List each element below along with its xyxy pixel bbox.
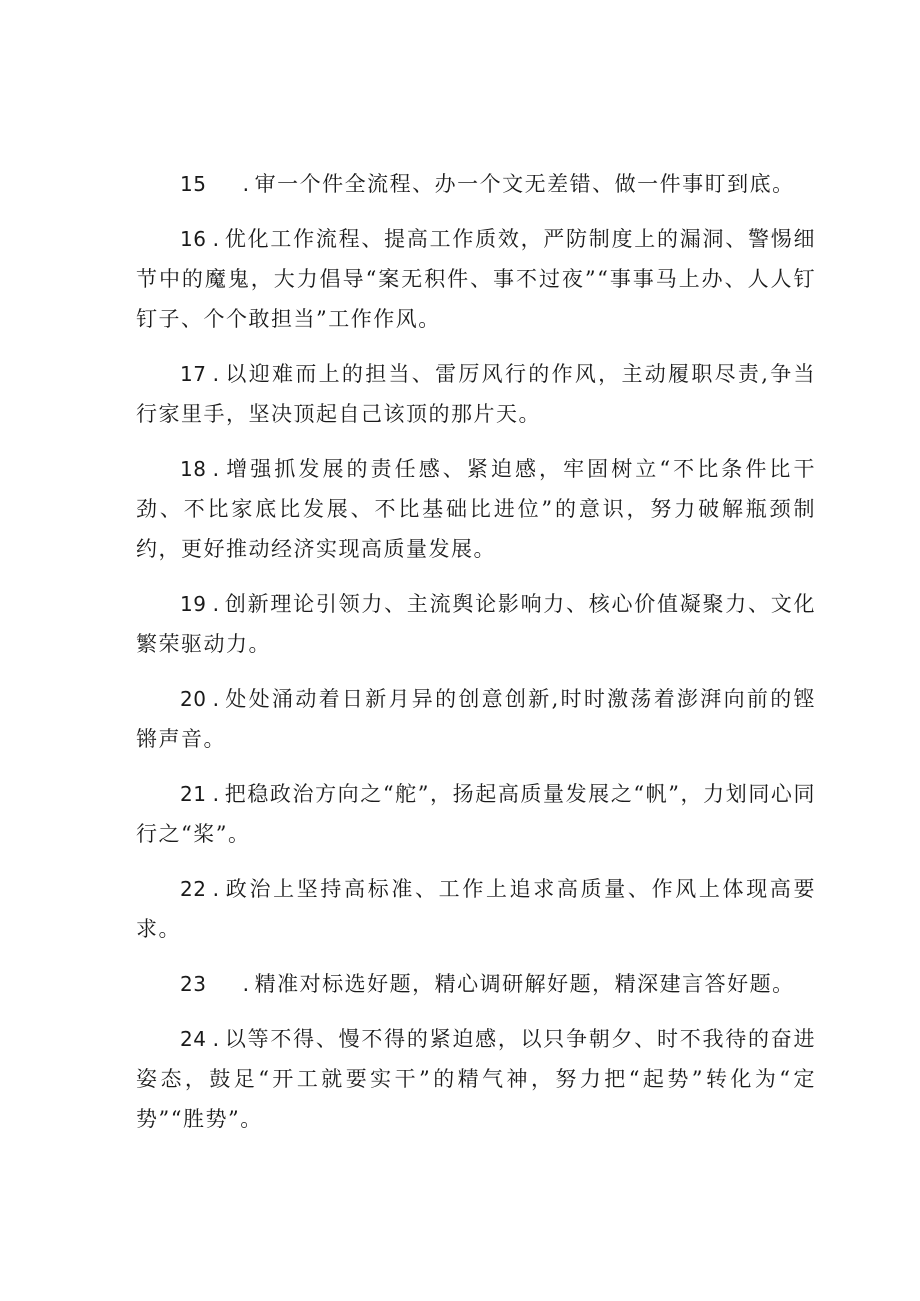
- item-text: 以等不得、慢不得的紧迫感，以只争朝夕、时不我待的奋进姿态，鼓足“开工就要实干”的精气神，努力把“起势”转化为“定势”“胜势”。: [136, 1027, 816, 1131]
- item-separator: .: [212, 227, 221, 251]
- item-text: 把稳政治方向之“舵”，扬起高质量发展之“帆”，力划同心同行之“桨”。: [136, 782, 816, 846]
- item-number: 20: [180, 687, 207, 711]
- list-item-20: [136, 679, 816, 759]
- list-item-18: [136, 449, 816, 569]
- item-number: 18: [180, 457, 207, 481]
- item-number: 24: [180, 1027, 207, 1051]
- item-text: 创新理论引领力、主流舆论影响力、核心价值凝聚力、文化繁荣驱动力。: [136, 592, 816, 656]
- item-text: 处处涌动着日新月异的创意创新,时时激荡着澎湃向前的铿锵声音。: [136, 687, 816, 751]
- item-number: 16: [180, 227, 207, 251]
- item-text: 政治上坚持高标准、工作上追求高质量、作风上体现高要求。: [136, 877, 816, 941]
- item-text: 以迎难而上的担当、雷厉风行的作风，主动履职尽责,争当行家里手，坚决顶起自己该顶的那片天。: [136, 362, 816, 426]
- item-separator: .: [212, 592, 221, 616]
- item-number: 23: [180, 972, 207, 996]
- item-number: 22: [180, 877, 207, 901]
- item-number: 17: [180, 362, 207, 386]
- document-body: [136, 164, 816, 1154]
- list-item-21: [136, 774, 816, 854]
- list-item-17: [136, 354, 816, 434]
- list-item-22: [136, 869, 816, 949]
- item-separator: .: [212, 877, 221, 901]
- item-separator: .: [212, 362, 221, 386]
- item-separator: .: [212, 1027, 221, 1051]
- item-text: 优化工作流程、提高工作质效，严防制度上的漏洞、警惕细节中的魔鬼，大力倡导“案无积件、事不过夜”“事事马上办、人人钉钉子、个个敢担当”工作作风。: [136, 227, 816, 331]
- item-text: 精准对标选好题，精心调研解好题，精深建言答好题。: [254, 972, 795, 996]
- item-number: 15: [180, 172, 207, 196]
- item-text: 增强抓发展的责任感、紧迫感，牢固树立“不比条件比干劲、不比家底比发展、不比基础比进位”的意识，努力破解瓶颈制约，更好推动经济实现高质量发展。: [136, 457, 816, 561]
- item-number: 21: [180, 782, 207, 806]
- list-item-24: [136, 1019, 816, 1139]
- item-separator: .: [242, 972, 251, 996]
- item-separator: .: [212, 457, 221, 481]
- item-separator: .: [242, 172, 251, 196]
- list-item-19: [136, 584, 816, 664]
- item-separator: .: [212, 687, 221, 711]
- list-item-15: [136, 164, 816, 204]
- list-item-23: [136, 964, 816, 1004]
- item-number: 19: [180, 592, 207, 616]
- item-text: 审一个件全流程、办一个文无差错、做一件事盯到底。: [254, 172, 795, 196]
- item-separator: .: [212, 782, 221, 806]
- list-item-16: [136, 219, 816, 339]
